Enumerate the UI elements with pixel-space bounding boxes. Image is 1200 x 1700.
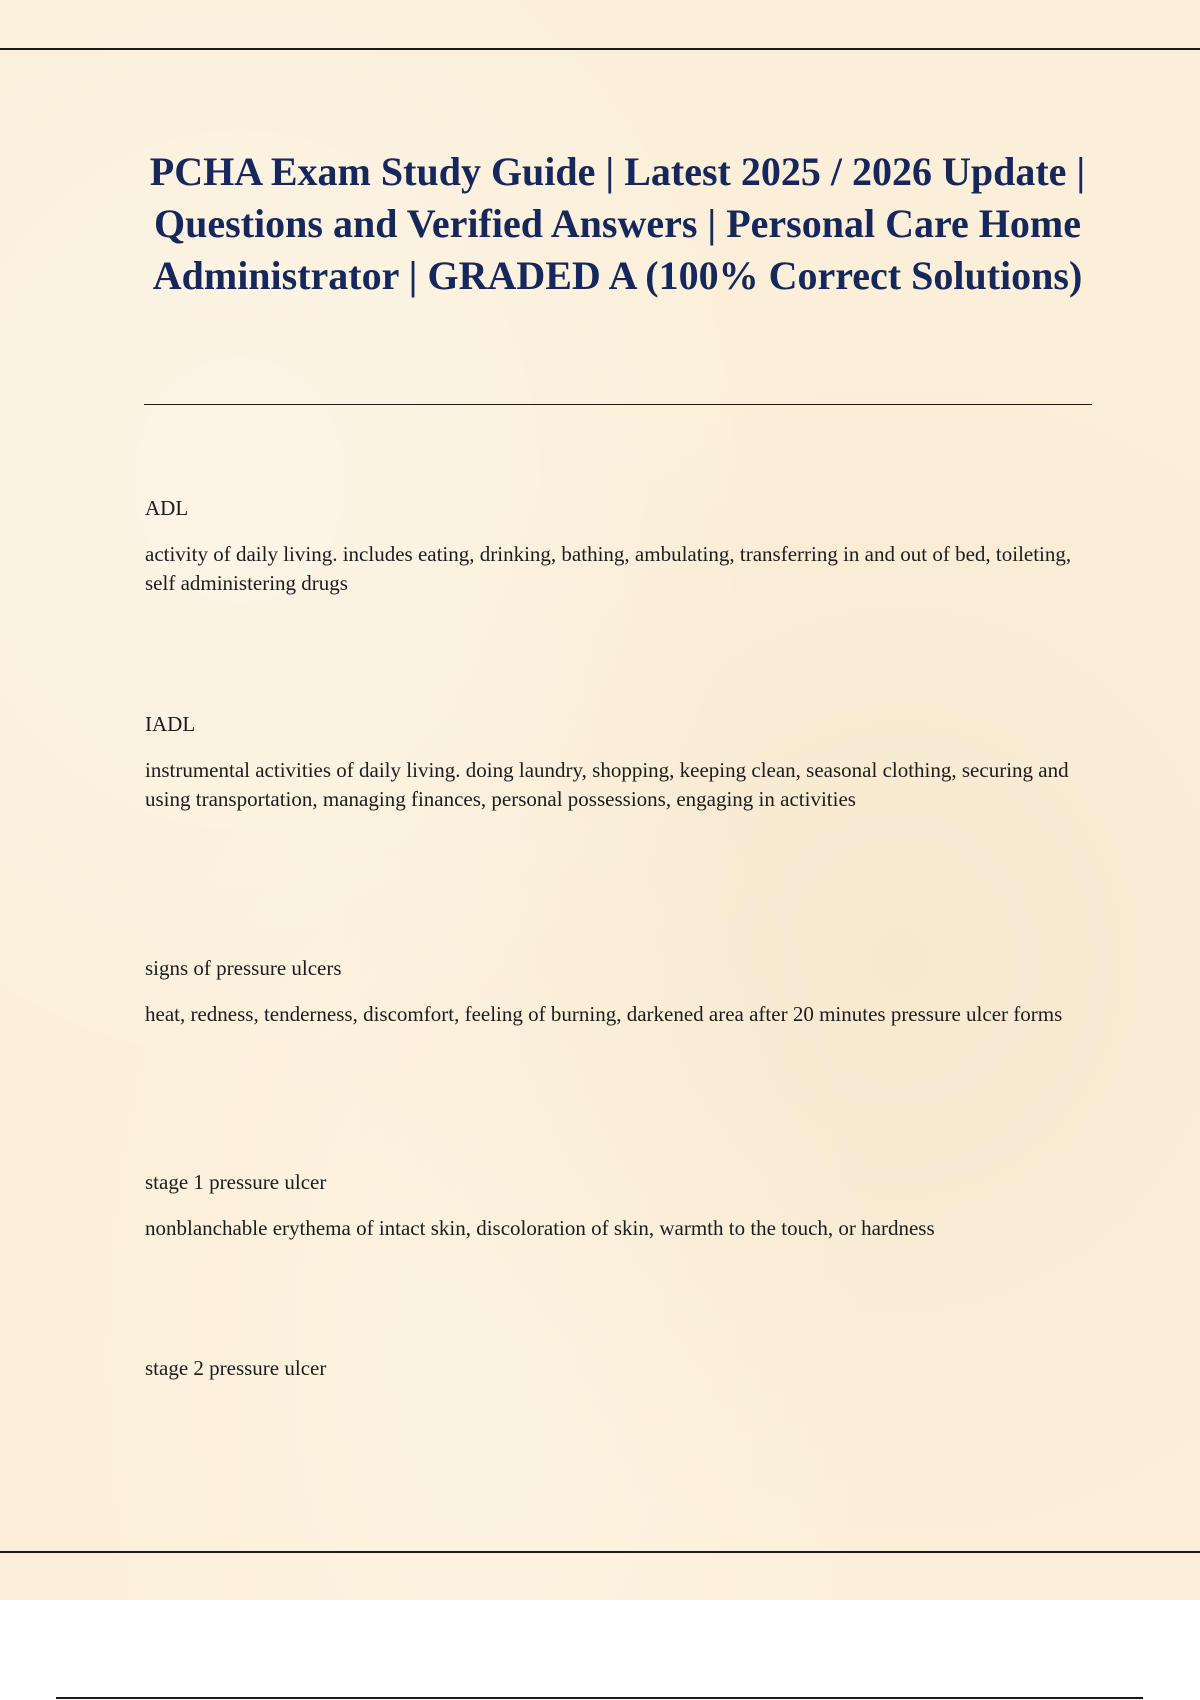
qa-entry-stage-2-pressure-ulcer (145, 1354, 1090, 1383)
qa-entry-signs-of-pressure-ulcers (145, 954, 1090, 1029)
term: signs of pressure ulcers (145, 956, 342, 980)
title-divider (144, 404, 1092, 405)
bottom-divider (0, 1551, 1200, 1553)
qa-entry-stage-1-pressure-ulcer (145, 1168, 1090, 1243)
term: ADL (145, 496, 189, 520)
definition: heat, redness, tenderness, discomfort, feeling of burning, darkened area after 20 minutes pressure ulcer forms (145, 1002, 1063, 1026)
definition: instrumental activities of daily living. doing laundry, shopping, keeping clean, seasonal clothing, securing and using transportation, managing finances, personal possessions, engaging in activities (145, 758, 1069, 811)
document-title: PCHA Exam Study Guide | Latest 2025 / 2026 Update | Questions and Verified Answers | Personal Care Home Administrator | GRADED A (100% Correct Solutions) (149, 149, 1086, 298)
footer-divider (56, 1697, 1143, 1699)
definition: activity of daily living. includes eating, drinking, bathing, ambulating, transferring in and out of bed, toileting, self administering drugs (145, 542, 1072, 595)
definition: nonblanchable erythema of intact skin, discoloration of skin, warmth to the touch, or hardness (145, 1216, 935, 1240)
top-divider (0, 48, 1200, 50)
term: IADL (145, 712, 196, 736)
qa-entry-iadl (145, 710, 1090, 814)
term: stage 2 pressure ulcer (145, 1356, 327, 1380)
qa-entry-adl (145, 494, 1090, 598)
term: stage 1 pressure ulcer (145, 1170, 327, 1194)
